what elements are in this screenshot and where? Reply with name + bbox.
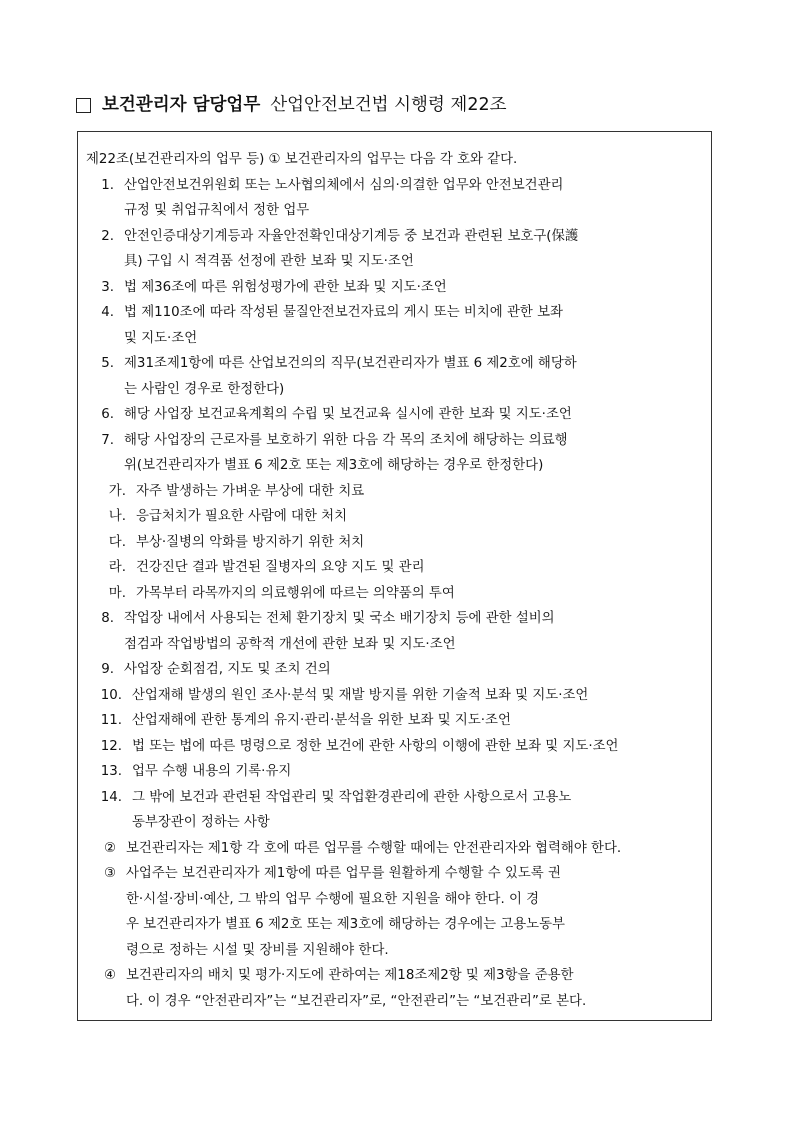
item-marker: 다.: [108, 534, 126, 550]
item-text: [124, 657, 706, 683]
list-item: [86, 861, 706, 963]
item-text: [124, 173, 706, 224]
item-marker: 10.: [100, 687, 122, 703]
item-line: 위(보건관리자가 별표 6 제2호 또는 제3호에 해당하는 경우로 한정한다): [124, 458, 544, 473]
item-marker: 나.: [108, 509, 126, 524]
subitem-line: 가목부터 라목까지의 의료행위에 따르는 의약품의 투여: [136, 585, 455, 601]
item-marker: ②: [103, 840, 116, 856]
item-line: 사업장 순회점검, 지도 및 조치 건의: [124, 662, 331, 677]
list-item: [86, 785, 706, 836]
list-item: [86, 428, 706, 479]
item-line: 해당 사업장 보건교육계획의 수립 및 보건교육 실시에 관한 보좌 및 지도·조언: [124, 407, 572, 422]
list-item: [86, 581, 706, 607]
item-marker: 9.: [101, 662, 114, 677]
item-marker: 7.: [101, 432, 114, 448]
item-line: 규정 및 취업규칙에서 정한 업무: [124, 203, 310, 218]
item-line: 법 제110조에 따라 작성된 물질안전보건자료의 게시 또는 비치에 관한 보좌: [124, 305, 563, 320]
item-text: [136, 530, 706, 556]
list-item: [86, 275, 706, 301]
list-item: [86, 657, 706, 683]
item-marker: 라.: [108, 560, 126, 575]
item-text: [126, 836, 706, 862]
item-text: [132, 734, 706, 760]
item-line: 안전인증대상기계등과 자율안전확인대상기계등 중 보건과 관련된 보호구(保護: [124, 228, 579, 244]
item-text: [132, 683, 706, 709]
item-text: [124, 300, 706, 351]
item-text: [124, 606, 706, 657]
item-list-continued: [86, 606, 706, 836]
item-marker: 가.: [108, 483, 126, 499]
paragraph-line: 다. 이 경우 “안전관리자”는 “보건관리자”로, “안전관리”는 “보건관리”로 본다.: [126, 993, 587, 1009]
page-heading: [76, 92, 716, 118]
subitem-line: 건강진단 결과 발견된 질병자의 요양 지도 및 관리: [136, 560, 425, 575]
item-marker: 14.: [100, 789, 122, 805]
list-item: [86, 555, 706, 581]
item-text: [126, 861, 706, 963]
item-list: [86, 173, 706, 479]
item-line: 는 사람인 경우로 한정한다): [124, 381, 285, 397]
paragraph-line: 우 보건관리자가 별표 6 제2호 또는 제3호에 해당하는 경우에는 고용노동부: [126, 917, 565, 932]
list-item: [86, 504, 706, 530]
item-text: [124, 275, 706, 301]
item-marker: 2.: [101, 228, 114, 244]
item-line: 법 또는 법에 따른 명령으로 정한 보건에 관한 사항의 이행에 관한 보좌 및 지도·조언: [132, 738, 619, 754]
item-text: [136, 479, 706, 505]
item-text: [136, 555, 706, 581]
item-line: 업무 수행 내용의 기록·유지: [132, 764, 292, 779]
item-text: [136, 581, 706, 607]
item-line: 동부장관이 정하는 사항: [132, 815, 270, 830]
item-marker: 3.: [101, 279, 114, 295]
list-item: [86, 836, 706, 862]
item-line: 해당 사업장의 근로자를 보호하기 위한 다음 각 목의 조치에 해당하는 의료행: [124, 432, 568, 448]
list-item: [86, 173, 706, 224]
item-text: [124, 224, 706, 275]
item-text: [132, 708, 706, 734]
paragraph-line: 보건관리자의 배치 및 평가·지도에 관하여는 제18조제2항 및 제3항을 준용한: [126, 968, 574, 983]
heading-source: 산업안전보건법 시행령 제22조: [270, 95, 507, 115]
subitem-line: 자주 발생하는 가벼운 부상에 대한 치료: [136, 483, 365, 499]
item-text: [136, 504, 706, 530]
item-marker: 13.: [100, 764, 122, 779]
item-line: 그 밖에 보건과 관련된 작업관리 및 작업환경관리에 관한 사항으로서 고용노: [132, 789, 572, 805]
list-item: [86, 300, 706, 351]
paragraph-line: 보건관리자는 제1항 각 호에 따른 업무를 수행할 때에는 안전관리자와 협력해야 한다.: [126, 840, 622, 856]
item-marker: 12.: [100, 738, 122, 754]
item-line: 具) 구입 시 적격품 선정에 관한 보좌 및 지도·조언: [124, 254, 414, 269]
item-line: 제31조제1항에 따른 산업보건의의 직무(보건관리자가 별표 6 제2호에 해당하: [124, 356, 577, 371]
item-marker: 6.: [101, 407, 114, 422]
item-marker: ③: [103, 866, 116, 881]
item-line: 산업재해 발생의 원인 조사·분석 및 재발 방지를 위한 기술적 보좌 및 지도·조언: [132, 687, 589, 703]
item-line: 산업안전보건위원회 또는 노사협의체에서 심의·의결한 업무와 안전보건관리: [124, 177, 564, 193]
item-text: [124, 428, 706, 479]
item-text: [126, 963, 706, 1014]
list-item: [86, 224, 706, 275]
article-intro: 제22조(보건관리자의 업무 등) ① 보건관리자의 업무는 다음 각 호와 같다.: [86, 152, 518, 167]
list-item: [86, 606, 706, 657]
item-line: 산업재해에 관한 통계의 유지·관리·분석을 위한 보좌 및 지도·조언: [132, 713, 511, 728]
item-text: [132, 785, 706, 836]
article-box: [77, 131, 712, 1021]
checkbox-icon: [76, 98, 91, 113]
item-text: [132, 759, 706, 785]
item-marker: ④: [103, 968, 116, 983]
item-line: 법 제36조에 따른 위험성평가에 관한 보좌 및 지도·조언: [124, 279, 447, 295]
list-item: [86, 734, 706, 760]
list-item: [86, 759, 706, 785]
item-line: 및 지도·조언: [124, 330, 198, 346]
subitem-list: [86, 479, 706, 607]
heading-title: 보건관리자 담당업무: [102, 95, 261, 115]
paragraph-line: 사업주는 보건관리자가 제1항에 따른 업무를 원활하게 수행할 수 있도록 권: [126, 866, 561, 881]
item-text: [124, 351, 706, 402]
item-marker: 4.: [101, 305, 114, 320]
list-item: [86, 683, 706, 709]
list-item: [86, 708, 706, 734]
item-marker: 11.: [100, 713, 122, 728]
item-marker: 5.: [101, 356, 114, 371]
subitem-line: 부상·질병의 악화를 방지하기 위한 처치: [136, 534, 365, 550]
list-item: [86, 479, 706, 505]
paragraph-list: [86, 836, 706, 1015]
article-content: [86, 147, 706, 1014]
paragraph-line: 령으로 정하는 시설 및 장비를 지원해야 한다.: [126, 942, 389, 958]
item-marker: 마.: [108, 585, 126, 601]
item-marker: 1.: [101, 177, 114, 193]
item-text: [124, 402, 706, 428]
list-item: [86, 530, 706, 556]
list-item: [86, 402, 706, 428]
item-line: 점검과 작업방법의 공학적 개선에 관한 보좌 및 지도·조언: [124, 636, 456, 652]
list-item: [86, 963, 706, 1014]
item-line: 작업장 내에서 사용되는 전체 환기장치 및 국소 배기장치 등에 관한 설비의: [124, 611, 555, 626]
subitem-line: 응급처치가 필요한 사람에 대한 처치: [136, 509, 348, 524]
paragraph-line: 한·시설·장비·예산, 그 밖의 업무 수행에 필요한 지원을 해야 한다. 이 경: [126, 891, 540, 907]
item-marker: 8.: [101, 611, 114, 626]
list-item: [86, 351, 706, 402]
